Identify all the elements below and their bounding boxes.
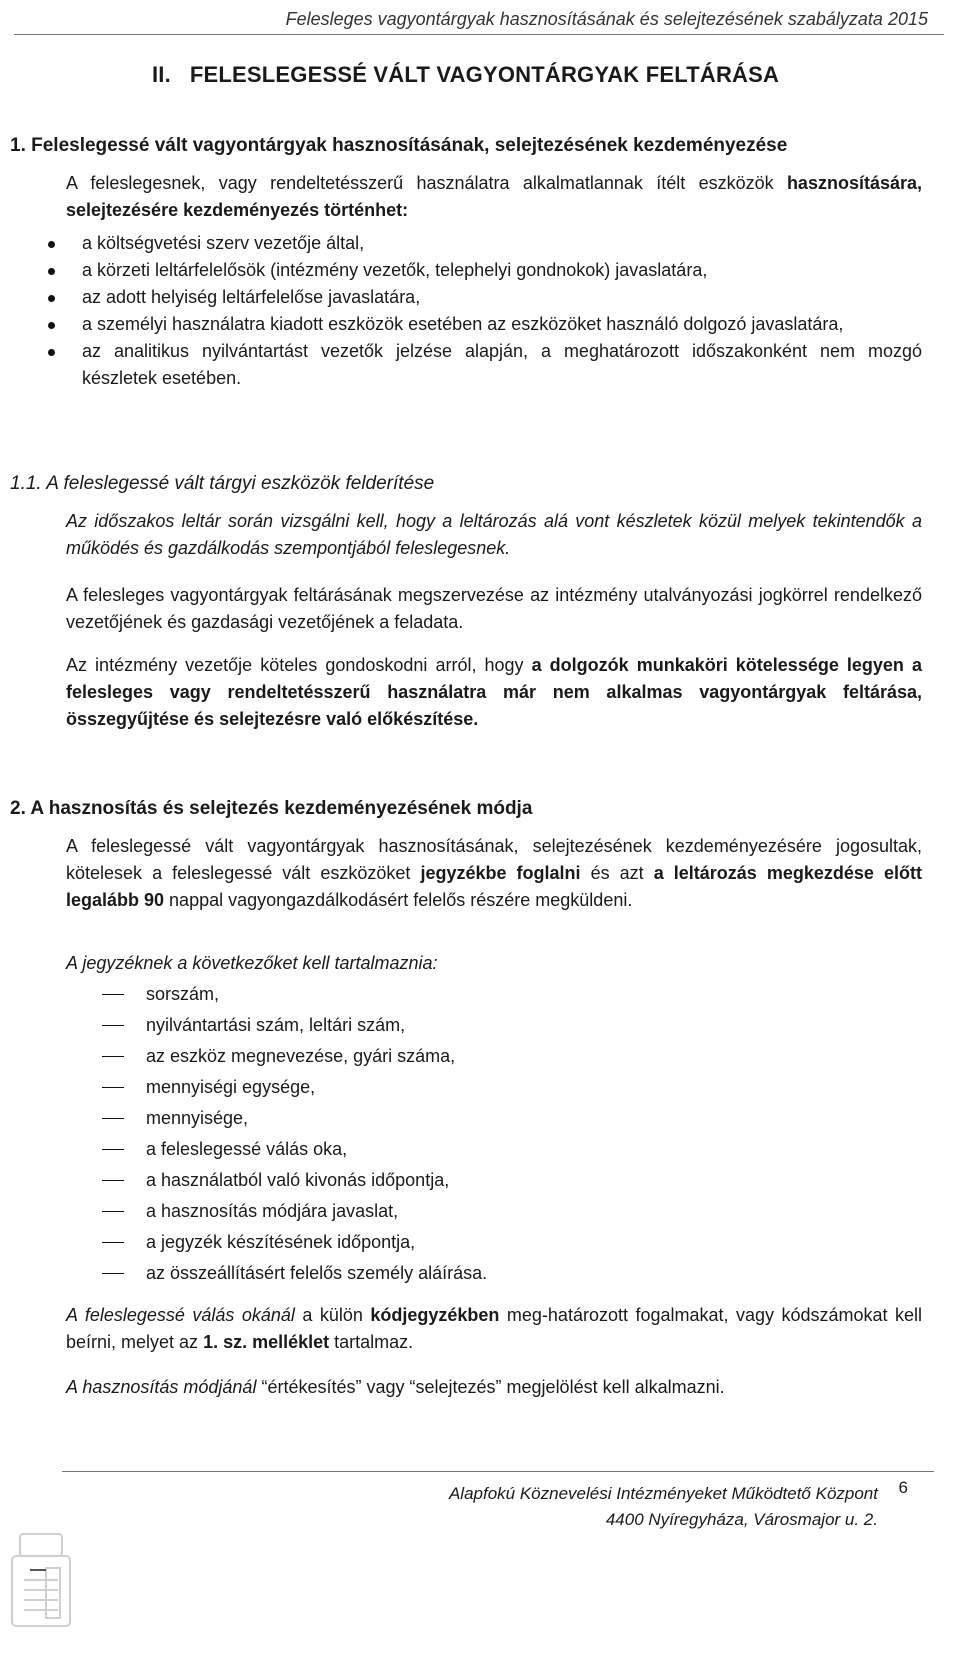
list-item: a használatból való kivonás időpontja, bbox=[102, 1165, 922, 1196]
list-item: az adott helyiség leltárfelelőse javaslatára, bbox=[40, 284, 922, 311]
section-2-para-2 bbox=[66, 1302, 922, 1356]
paragraph-bold-text: 1. sz. melléklet bbox=[203, 1332, 330, 1352]
section-2-para-3 bbox=[66, 1374, 922, 1401]
paragraph-text: Az intézmény vezetője köteles gondoskodni arról, hogy bbox=[66, 655, 532, 675]
intro-bold-text: hasznosítására, selejtezésére kezdeményezés történhet: bbox=[66, 173, 922, 220]
page-number: 6 bbox=[898, 1478, 908, 1497]
list-item: a jegyzék készítésének időpontja, bbox=[102, 1227, 922, 1258]
paragraph-text: meg-határozott fogalmakat, vagy kódszámokat kell beírni, melyet az bbox=[66, 1305, 923, 1352]
section-1-1-para-2 bbox=[66, 582, 922, 636]
section-2-para-1 bbox=[66, 833, 922, 914]
section-1-heading: 1. Feleslegessé vált vagyontárgyak hasznosításának, selejtezésének kezdeményezése bbox=[10, 135, 788, 156]
header-divider bbox=[14, 34, 944, 35]
footer-address bbox=[449, 1481, 878, 1534]
list-item: a személyi használatra kiadott eszközök esetében az eszközöket használó dolgozó javaslatára, bbox=[40, 311, 922, 338]
footer-organization: Alapfokú Köznevelési Intézményeket Működtető Központ bbox=[448, 1484, 878, 1503]
paragraph-text: nappal vagyongazdálkodásért felelős részére megküldeni. bbox=[164, 890, 633, 910]
footer-divider bbox=[62, 1471, 934, 1472]
running-header: Felesleges vagyontárgyak hasznosításának és selejtezésének szabályzata 2015 bbox=[285, 9, 928, 29]
section-2-heading: 2. A hasznosítás és selejtezés kezdeményezésének módja bbox=[10, 798, 533, 819]
paragraph-bold-text: a leltározás megkezdése előtt legalább 90 bbox=[66, 863, 922, 910]
list-item: mennyiségi egysége, bbox=[102, 1072, 922, 1103]
intro-text: A feleslegesnek, vagy rendeltetésszerű használatra alkalmatlannak ítélt eszközök bbox=[66, 173, 787, 193]
paragraph-bold-text: jegyzékbe foglalni bbox=[420, 863, 581, 883]
paragraph-text: A feleslegessé vált vagyontárgyak hasznosításának, selejtezésének kezdeményezésére jogosultak, kötelesek a feleslegessé vált eszközöket bbox=[66, 836, 922, 883]
list-intro bbox=[66, 950, 922, 977]
paragraph-bold-text: kódjegyzékben bbox=[370, 1305, 500, 1325]
paragraph-text: és azt bbox=[580, 863, 654, 883]
section-1-1-para-3 bbox=[66, 652, 922, 733]
list-item: a hasznosítás módjára javaslat, bbox=[102, 1196, 922, 1227]
organization-logo-icon bbox=[6, 1528, 76, 1648]
paragraph-text: tartalmaz. bbox=[329, 1332, 414, 1352]
italic-paragraph: Az időszakos leltár során vizsgálni kell, hogy a leltározás alá vont készletek közül melyek tekintendők a működés és gazdálkodás szempontjából feleslegesnek. bbox=[66, 511, 922, 558]
list-item: a feleslegessé válás oka, bbox=[102, 1134, 922, 1165]
section-1-1-heading: 1.1. A feleslegessé vált tárgyi eszközök felderítése bbox=[10, 473, 435, 494]
paragraph-text: “értékesítés” vagy “selejtezés” megjelölést kell alkalmazni. bbox=[256, 1377, 725, 1397]
chapter-title: II. FELESLEGESSÉ VÁLT VAGYONTÁRGYAK FELTÁRÁSA bbox=[152, 62, 780, 87]
list-item: mennyisége, bbox=[102, 1103, 922, 1134]
list-item: az összeállításért felelős személy aláírása. bbox=[102, 1258, 922, 1289]
paragraph: A felesleges vagyontárgyak feltárásának megszervezése az intézmény utalványozási jogkörrel rendelkező vezetőjének és gazdasági vezetőjének a feladata. bbox=[66, 585, 922, 632]
required-contents-list bbox=[102, 979, 922, 1289]
list-item: a költségvetési szerv vezetője által, bbox=[40, 230, 922, 257]
section-1-1-para-1 bbox=[66, 508, 922, 562]
footer-street-address: 4400 Nyíregyháza, Városmajor u. 2. bbox=[605, 1510, 878, 1530]
initiator-list bbox=[40, 230, 922, 392]
italic-text: A jegyzéknek a következőket kell tartalmaznia: bbox=[66, 953, 438, 973]
paragraph-text: a külön bbox=[294, 1305, 371, 1325]
section-1-intro bbox=[66, 170, 922, 224]
italic-text: A hasznosítás módjánál bbox=[66, 1377, 257, 1397]
list-item: az analitikus nyilvántartást vezetők jelzése alapján, a meghatározott időszakonként nem mozgó készletek esetében. bbox=[40, 338, 922, 392]
list-item: sorszám, bbox=[102, 979, 922, 1010]
list-item: nyilvántartási szám, leltári szám, bbox=[102, 1010, 922, 1041]
paragraph-bold-text: a dolgozók munkaköri kötelessége legyen a felesleges vagy rendeltetésszerű használatra már nem alkalmas vagyontárgyak feltárása, összegyűjtése és selejtezésre való előkészítése. bbox=[66, 655, 922, 729]
list-item: az eszköz megnevezése, gyári száma, bbox=[102, 1041, 922, 1072]
list-item: a körzeti leltárfelelősök (intézmény vezetők, telephelyi gondnokok) javaslatára, bbox=[40, 257, 922, 284]
italic-text: A feleslegessé válás okánál bbox=[66, 1305, 295, 1325]
